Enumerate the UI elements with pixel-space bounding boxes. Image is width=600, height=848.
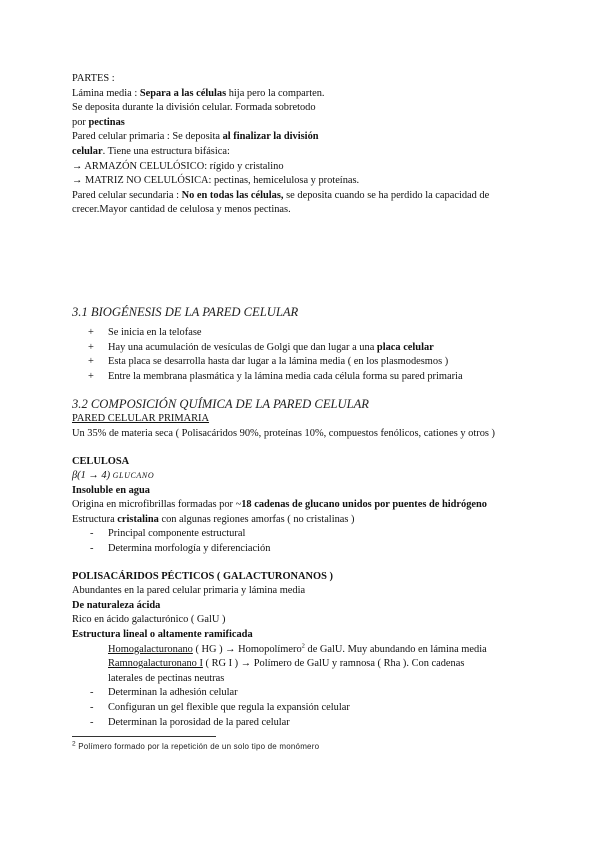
list-item: - Determinan la porosidad de la pared celular xyxy=(72,716,532,731)
celulosa-title: CELULOSA xyxy=(72,455,130,467)
pared-primaria-subheading: PARED CELULAR PRIMARIA xyxy=(72,413,210,425)
footnote-divider xyxy=(72,736,216,737)
list-item: + Esta placa se desarrolla hasta dar lugar a la lámina media ( en los plasmodesmos ) xyxy=(72,355,532,370)
lamina-media-line-2: Se deposita durante la división celular. Formada sobretodo xyxy=(72,102,316,114)
footnote-ref[interactable]: 2 xyxy=(301,642,305,650)
pared-secundaria-line: Pared celular secundaria : No en todas las células, se deposita cuando se ha perdido la capacidad de xyxy=(72,189,490,201)
partes-block xyxy=(72,72,532,218)
section-3-1 xyxy=(72,304,532,384)
pared-secundaria-line-2: crecer.Mayor cantidad de celulosa y menos pectinas. xyxy=(72,204,291,216)
page xyxy=(72,72,532,753)
insoluble-line: Insoluble en agua xyxy=(72,484,150,496)
list-item: - Determinan la adhesión celular xyxy=(72,686,532,701)
list-item: + Se inicia en la telofase xyxy=(72,326,532,341)
pared-primaria-line: Pared celular primaria : Se deposita al finalizar la división xyxy=(72,131,319,143)
homogalacturonano-line: Homogalacturonano ( HG ) → Homopolímero$^2$ de GalU. Muy abundando en lámina media xyxy=(108,642,487,655)
biogenesis-list xyxy=(72,326,532,384)
estructura-lineal-line: Estructura lineal o altamente ramificada xyxy=(72,629,253,641)
ramnogalacturonano-line-2: laterales de pectinas neutras xyxy=(108,672,225,684)
estructura-line: Estructura cristalina con algunas regiones amorfas ( no cristalinas ) xyxy=(72,513,355,525)
list-item: - Determina morfología y diferenciación xyxy=(72,542,532,557)
list-item: + Hay una acumulación de vesículas de Golgi que dan lugar a una placa celular xyxy=(72,341,532,356)
ramnogalacturonano-line: Ramnogalacturonano I ( RG I ) → Polímero de GalU y ramnosa ( Rha ). Con cadenas xyxy=(108,658,465,670)
armazon-line: → ARMAZÓN CELULÓSICO: rígido y cristalino xyxy=(72,160,284,172)
section-3-2-heading: 3.2 COMPOSICIÓN QUÍMICA DE LA PARED CELULAR xyxy=(72,397,369,412)
footnote: $^2$ Polímero formado por la repetición de un solo tipo de monómero xyxy=(72,740,320,752)
celulosa-block xyxy=(72,455,532,557)
glucano-formula: β(1 → 4) GLUCANO xyxy=(72,470,155,482)
lamina-media-line: Lámina media : Separa a las células hija pero la comparten. xyxy=(72,87,325,99)
pared-primaria-line-2: celular. Tiene una estructura bifásica: xyxy=(72,145,230,157)
list-item: - Principal componente estructural xyxy=(72,527,532,542)
pecticos-list xyxy=(72,686,532,730)
materia-seca-line: Un 35% de materia seca ( Polisacáridos 90%, proteínas 10%, compuestos fenólicos, cationes y otros ) xyxy=(72,427,496,439)
partes-title: PARTES : xyxy=(72,73,115,84)
microfibrillas-line: Origina en microfibrillas formadas por ~18 cadenas de glucano unidos por puentes de hidrógeno xyxy=(72,499,488,511)
pecticos-block xyxy=(72,570,532,731)
galu-line: Rico en ácido galacturónico ( GalU ) xyxy=(72,614,226,626)
pecticos-title: POLISACÁRIDOS PÉCTICOS ( GALACTURONANOS ) xyxy=(72,570,333,582)
section-3-2 xyxy=(72,396,532,441)
lamina-media-line-3: por pectinas xyxy=(72,116,125,128)
list-item: + Entre la membrana plasmática y la lámina media cada célula forma su pared primaria xyxy=(72,370,532,385)
matriz-line: → MATRIZ NO CELULÓSICA: pectinas, hemicelulosa y proteínas. xyxy=(72,175,360,187)
celulosa-list xyxy=(72,527,532,556)
naturaleza-line: De naturaleza ácida xyxy=(72,599,161,611)
list-item: - Configuran un gel flexible que regula la expansión celular xyxy=(72,701,532,716)
section-3-1-heading: 3.1 BIOGÉNESIS DE LA PARED CELULAR xyxy=(72,304,299,319)
abundantes-line: Abundantes en la pared celular primaria y lámina media xyxy=(72,585,306,597)
